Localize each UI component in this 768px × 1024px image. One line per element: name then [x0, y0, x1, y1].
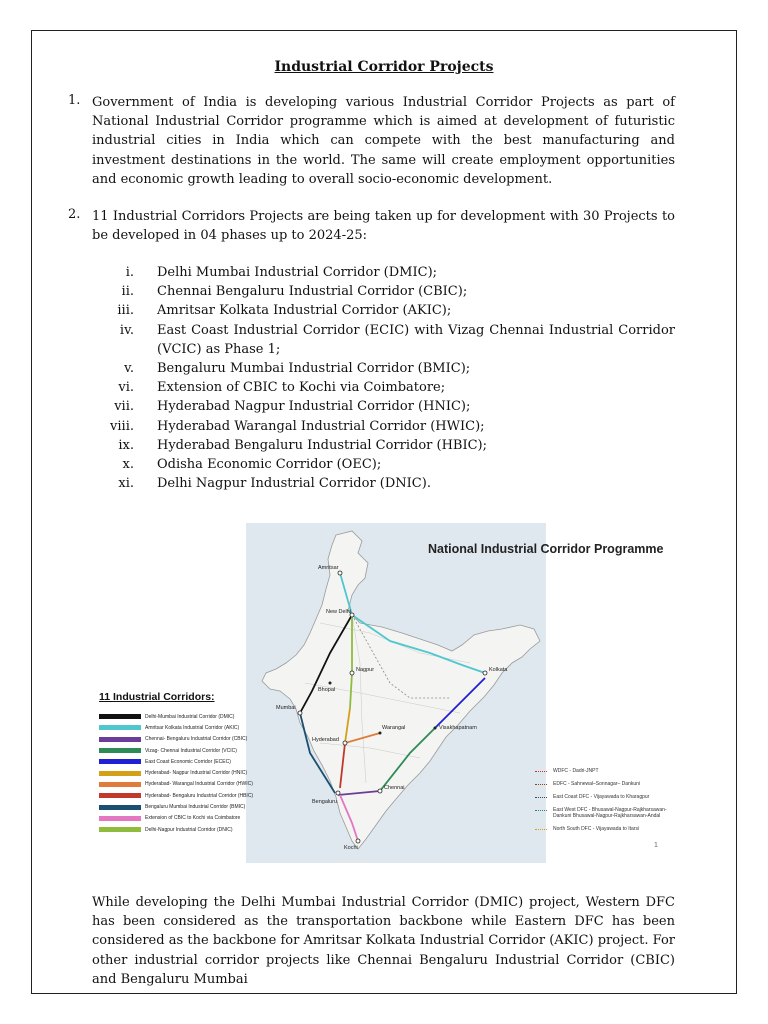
- legend-swatch: [99, 782, 141, 787]
- dfc-legend-item: WDFC - Dadri-JNPT: [535, 768, 673, 774]
- city-label: Bengaluru: [312, 799, 338, 805]
- legend-swatch: [99, 759, 141, 764]
- city-label: Warangal: [382, 725, 406, 731]
- city-label: Visakhapatnam: [439, 725, 477, 731]
- list-item: v. Bengaluru Mumbai Industrial Corridor (BMIC);: [124, 361, 471, 377]
- list-item: vii. Hyderabad Nagpur Industrial Corridor (HNIC);: [114, 399, 471, 415]
- legend-title: 11 Industrial Corridors:: [99, 691, 215, 703]
- paragraph-2: 11 Industrial Corridors Projects are being taken up for development with 30 Projects to be developed in 04 phases up to 2024-25:: [92, 209, 675, 244]
- list-item: x. Odisha Economic Corridor (OEC);: [122, 457, 382, 473]
- dfc-legend-item: East Coast DFC - Vijayawada to Kharagpur: [535, 794, 673, 800]
- dfc-swatch: [535, 810, 547, 811]
- legend-item: Vizag- Chennai Industrial Corridor (VCIC): [99, 745, 253, 756]
- dfc-legend-item: EDFC - Sahnewal–Sonnagar– Dankuni: [535, 781, 673, 787]
- list-item: ix. Hyderabad Bengaluru Industrial Corridor (HBIC);: [118, 437, 487, 453]
- paragraph-3: While developing the Delhi Mumbai Industrial Corridor (DMIC) project, Western DFC has been considered as the transportation backbone while Eastern DFC has been considered as the backbone for Amritsar Kolkata Industrial Corridor (AKIC) project. For other industrial corridor projects like Chennai Bengaluru Industrial Corridor (CBIC) and Bengaluru Mumbai: [92, 895, 675, 987]
- dfc-legend: [535, 768, 673, 839]
- legend-item: Chennai- Bengaluru Industrial Corridor (CBIC): [99, 734, 253, 745]
- legend-item: Amritsar Kolkata Industrial Corridor (AKIC): [99, 722, 253, 733]
- city-label: Chennai: [384, 785, 405, 791]
- legend-item: Hyderabad- Bengaluru Industrial Corridor (HBIC): [99, 790, 253, 801]
- paragraph-1-number: 1.: [68, 93, 81, 108]
- city-label: Hyderabad: [312, 737, 339, 743]
- city-label: Amritsar: [318, 565, 339, 571]
- list-item: iv. East Coast Industrial Corridor (ECIC) with Vizag Chennai Industrial Corridor (VCIC) as Phase 1;: [119, 322, 675, 357]
- list-item: ii. Chennai Bengaluru Industrial Corridor (CBIC);: [121, 284, 468, 300]
- legend-swatch: [99, 805, 141, 810]
- legend-item: Delhi-Nagpur Industrial Corridor (DNIC): [99, 824, 253, 835]
- paragraph-1: Government of India is developing various Industrial Corridor Projects as part of National Industrial Corridor programme which is aimed at development of futuristic industrial cities in India which can compete with the best manufacturing and investment destinations in the world. The same will create employment opportunities and economic growth leading to overall socio-economic development.: [92, 95, 675, 187]
- city-label: Kochi: [344, 845, 358, 851]
- legend-item: East Coast Economic Corridor (ECEC): [99, 756, 253, 767]
- city-label: Nagpur: [356, 667, 375, 673]
- list-item: iii. Amritsar Kolkata Industrial Corridor (AKIC);: [117, 303, 452, 319]
- document-title: Industrial Corridor Projects: [274, 59, 494, 75]
- legend-swatch: [99, 725, 141, 730]
- dfc-swatch: [535, 829, 547, 830]
- legend-swatch: [99, 748, 141, 753]
- legend-item: Hyderabad- Nagpur Industrial Corridor (HNIC): [99, 767, 253, 778]
- legend-item: Delhi-Mumbai Industrial Corridor (DMIC): [99, 711, 253, 722]
- paragraph-2-number: 2.: [68, 207, 81, 222]
- list-item: i. Delhi Mumbai Industrial Corridor (DMIC);: [125, 265, 438, 280]
- map-title: National Industrial Corridor Programme: [428, 542, 664, 556]
- corridor-legend: [99, 711, 253, 835]
- legend-swatch: [99, 737, 141, 742]
- city-label: New Delhi: [326, 609, 352, 615]
- dfc-swatch: [535, 797, 547, 798]
- list-item: xi. Delhi Nagpur Industrial Corridor (DNIC).: [118, 476, 431, 492]
- legend-swatch: [99, 793, 141, 798]
- list-item: vi. Extension of CBIC to Kochi via Coimbatore;: [118, 380, 446, 396]
- corridor-list: [92, 263, 675, 493]
- legend-swatch: [99, 714, 141, 719]
- legend-item: Hyderabad- Warangal Industrial Corridor (HWIC): [99, 779, 253, 790]
- legend-swatch: [99, 827, 141, 832]
- city-label: Kolkata: [489, 667, 508, 673]
- legend-item: Bengaluru Mumbai Industrial Corridor (BMIC): [99, 801, 253, 812]
- list-item: viii. Hyderabad Warangal Industrial Corridor (HWIC);: [110, 418, 485, 434]
- figure-page-number: 1: [654, 842, 658, 849]
- legend-swatch: [99, 771, 141, 776]
- legend-swatch: [99, 816, 141, 821]
- legend-item: Extension of CBIC to Kochi via Coimbatore: [99, 813, 253, 824]
- city-label: Mumbai: [276, 705, 296, 711]
- dfc-swatch: [535, 784, 547, 785]
- city-label: Bhopal: [318, 687, 336, 693]
- dfc-legend-item: East West DFC - Bhusawal-Nagpur-Rajkharsawan-Dankuni Bhusawal-Nagpur-Rajkharsawan-Andal: [535, 807, 673, 819]
- dfc-swatch: [535, 771, 547, 772]
- dfc-legend-item: North South DFC - Vijayawada to Itarsi: [535, 826, 673, 832]
